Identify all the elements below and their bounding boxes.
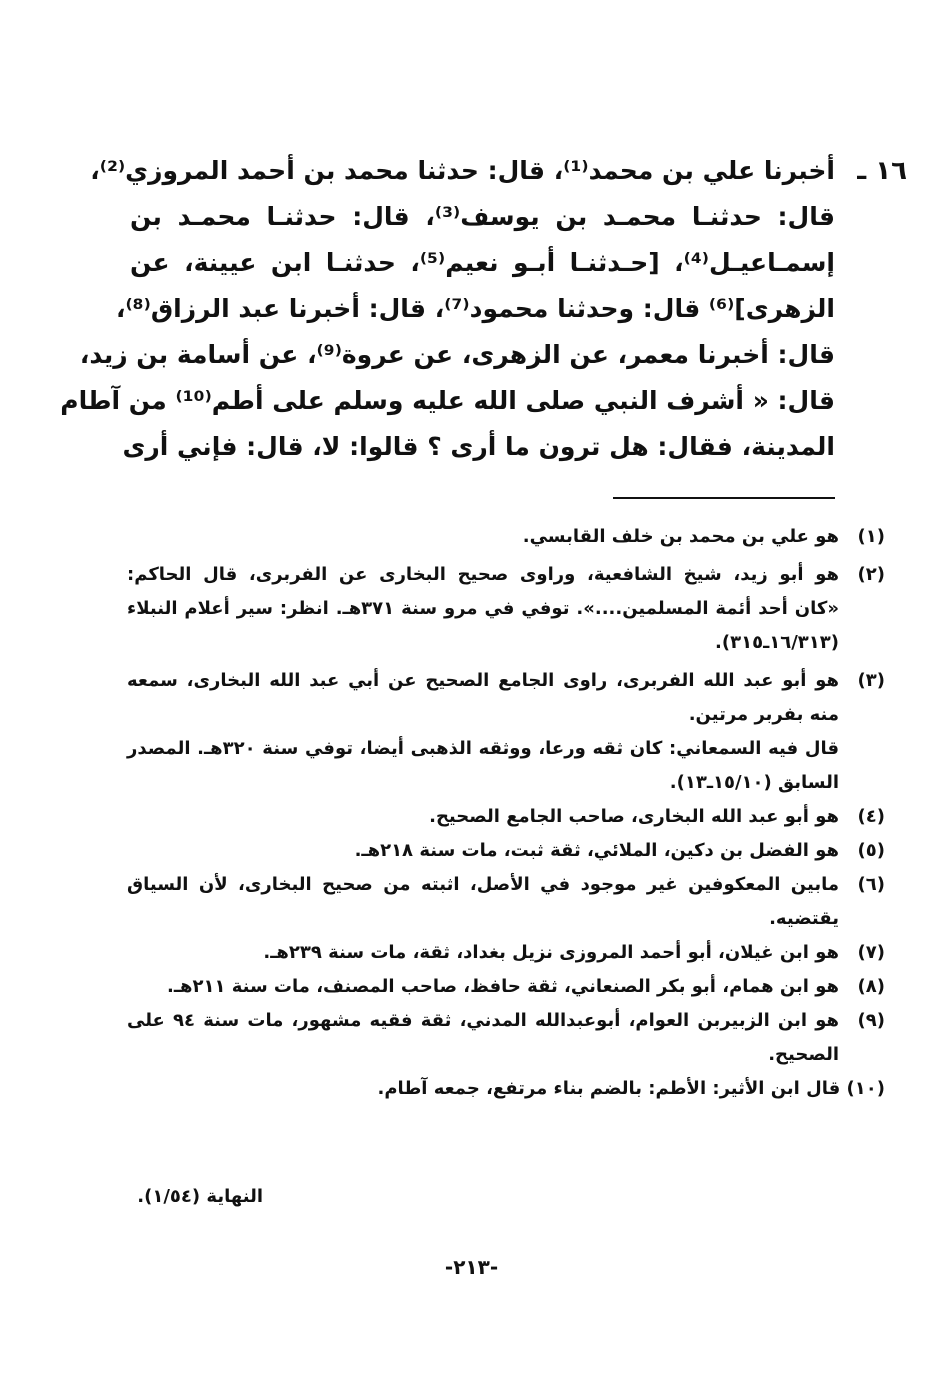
footnote-5 [127, 834, 885, 868]
footnote-line: مابين المعكوفين غير موجود في الأصل، اثبته من صحيح البخارى، لأن السياق [127, 874, 839, 895]
hadith-number: ١٦ ـ [857, 156, 907, 186]
footnote-number: (٩) [857, 1010, 885, 1031]
footnote-number: (٤) [857, 806, 885, 827]
footnote-line: الصحيح. [768, 1044, 839, 1065]
footnote-1 [127, 520, 885, 554]
footnote-6 [127, 868, 885, 936]
hadith-line: قال: أخبرنا معمر، عن الزهرى، عن عروة⁽⁹⁾، عن أسامة بن زيد، [79, 340, 835, 369]
hadith-line: قال: « أشرف النبي صلى الله عليه وسلم على أطم⁽¹⁰⁾ من آطام [60, 386, 835, 415]
footnote-number: (٣) [857, 670, 885, 691]
hadith-line: أخبرنا علي بن محمد⁽¹⁾، قال: حدثنا محمد بن أحمد المروزي⁽²⁾، [90, 156, 835, 185]
footnote-number: (٨) [857, 976, 885, 997]
footnote-line: هو أبو عبد الله الفربرى، راوى الجامع الصحيح عن أبي عبد الله البخارى، سمعه [127, 670, 839, 691]
footnote-line: يقتضيه. [769, 908, 839, 929]
footnote-number: (٢) [857, 564, 885, 585]
footnote-9 [127, 1004, 885, 1072]
footnote-line: هو ابن غيلان، أبو أحمد المروزى نزيل بغداد، ثقة، مات سنة ٢٣٩هـ. [263, 942, 839, 963]
footnote-number: (٥) [857, 840, 885, 861]
footnote-line: قال فيه السمعاني: كان ثقه ورعا، ووثقه الذهبى أيضا، توفي سنة ٣٢٠هـ. المصدر [127, 738, 839, 759]
footnote-number: (٦) [857, 874, 885, 895]
footnote-line: هو الفضل بن دكين، الملائي، ثقة ثبت، مات سنة ٢١٨هـ. [354, 840, 839, 861]
footnote-10-continuation: النهاية (١/٥٤). [137, 1186, 263, 1207]
footnote-line: هو ابن همام، أبو بكر الصنعاني، ثقة حافظ، صاحب المصنف، مات سنة ٢١١هـ. [166, 976, 839, 997]
hadith-line: إسمـاعيـل⁽⁴⁾، [حـدثنـا أبـو نعيم⁽⁵⁾، حدثنـا ابن عيينة، عن [130, 248, 835, 277]
footnote-line: السابق (١٥/١٠ـ١٣). [669, 772, 839, 793]
footnote-line: هو علي بن محمد بن خلف القابسي. [522, 526, 839, 547]
footnote-line: هو أبو عبد الله البخارى، صاحب الجامع الصحيح. [429, 806, 839, 827]
hadith-line: قال: حدثنـا محمـد بن يوسف⁽³⁾، قال: حدثنـا محمـد بن [130, 202, 835, 231]
hadith-line: الزهرى]⁽⁶⁾ قال: وحدثنا محمود⁽⁷⁾، قال: أخبرنا عبد الرزاق⁽⁸⁾، [115, 294, 835, 323]
footnote-line: منه بفربر مرتين. [688, 704, 839, 725]
footnote-number: (٧) [857, 942, 885, 963]
hadith-text [60, 148, 835, 470]
footnote-line: «كان أحد أئمة المسلمين....». توفي في مرو سنة ٣٧١هـ. انظر: سير أعلام النبلاء [127, 598, 839, 619]
footnote-divider [613, 497, 835, 499]
footnote-8 [127, 970, 885, 1004]
page-number: -٢١٣- [444, 1255, 499, 1279]
footnote-10: (١٠) قال ابن الأثير: الأطم: بالضم بناء مرتفع، جمعه آطام. [377, 1078, 885, 1099]
footnote-4 [127, 800, 885, 834]
footnote-line: هو أبو زيد، شيخ الشافعية، وراوى صحيح البخارى عن الفربرى، قال الحاكم: [127, 564, 839, 585]
footnote-line: (١٦/٣١٣ـ٣١٥). [715, 632, 839, 653]
footnote-number: (١) [857, 526, 885, 547]
footnote-line: هو ابن الزبيربن العوام، أبوعبدالله المدني، ثقة فقيه مشهور، مات سنة ٩٤ على [127, 1010, 839, 1031]
footnote-7 [127, 936, 885, 970]
footnote-2 [127, 558, 885, 660]
footnote-3 [127, 664, 885, 800]
footnotes [127, 520, 885, 1106]
hadith-line: المدينة، فقال: هل ترون ما أرى ؟ قالوا: لا، قال: فإني أرى [122, 432, 835, 461]
